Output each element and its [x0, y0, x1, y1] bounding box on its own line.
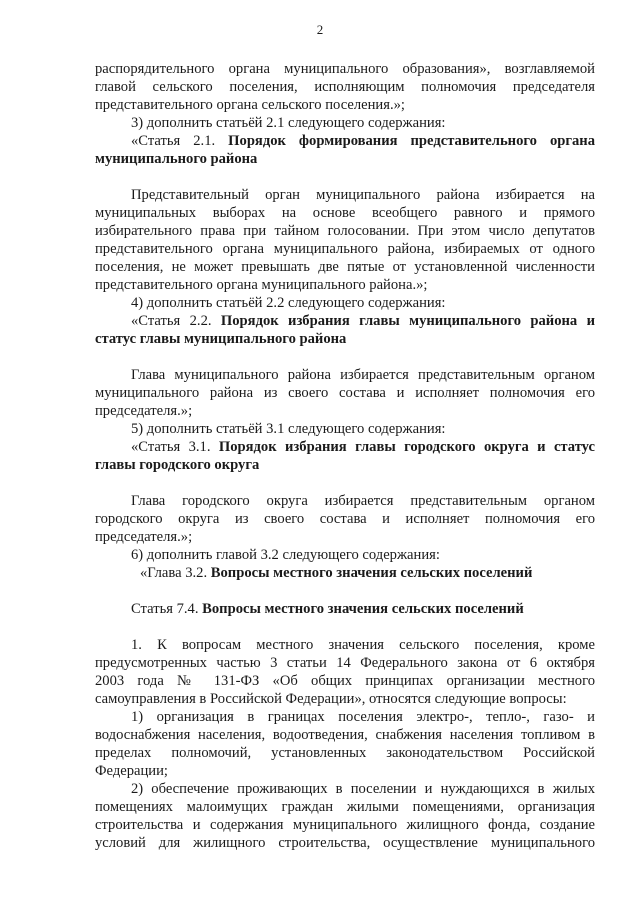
article-title: Порядок формирования представительного органа	[228, 133, 596, 149]
text-line: главой сельского поселения, исполняющим полномочия председателя	[95, 79, 595, 95]
article-number: Статья 7.4.	[131, 601, 199, 617]
chapter-heading	[140, 564, 595, 582]
text-line: председателя.»;	[95, 529, 193, 545]
text-line: 2003 года № 131-ФЗ «Об общих принципах организации местного	[95, 673, 595, 689]
text-line: Глава муниципального района избирается представительным органом	[131, 367, 595, 383]
text-line: 6) дополнить главой 3.2 следующего содержания:	[131, 547, 440, 563]
article-heading	[131, 600, 595, 618]
text-line: городского округа из своего состава и исполняет полномочия его	[95, 511, 595, 527]
text-line: предусмотренных частью 3 статьи 14 Федерального закона от 6 октября	[95, 655, 595, 671]
text-line: Представительный орган муниципального района избирается на	[131, 187, 595, 203]
text-line: 2) обеспечение проживающих в поселении и нуждающихся в жилых	[131, 781, 595, 797]
article-title-cont: главы городского округа	[95, 457, 260, 473]
article-heading	[131, 312, 595, 330]
text-line: строительства и содержания муниципального жилищного фонда, создание	[95, 817, 595, 833]
text-line: председателя.»;	[95, 403, 193, 419]
text-line: Федерации;	[95, 763, 168, 779]
text-line: муниципального района из своего состава и исполняет полномочия его	[95, 385, 595, 401]
article-number: «Статья 2.1.	[131, 133, 216, 149]
article-heading	[131, 438, 595, 456]
text-line: 5) дополнить статьёй 3.1 следующего содержания:	[131, 421, 446, 437]
article-number: «Статья 2.2.	[131, 313, 212, 329]
text-line: представительного органа муниципального района.»;	[95, 277, 428, 293]
text-line: 4) дополнить статьёй 2.2 следующего содержания:	[131, 295, 446, 311]
text-line: 1) организация в границах поселения электро-, тепло-, газо- и	[131, 709, 595, 725]
article-title-cont: муниципального района	[95, 151, 258, 167]
text-line: Глава городского округа избирается представительным органом	[131, 493, 595, 509]
text-line: самоуправления в Российской Федерации», относятся следующие вопросы:	[95, 691, 567, 707]
text-line: поселения, не может превышать две пятые от установленной численности	[95, 259, 595, 275]
text-line: избирательного права при тайном голосовании. При этом число депутатов	[95, 223, 595, 239]
article-title-cont: статус главы муниципального района	[95, 331, 347, 347]
article-heading	[131, 132, 595, 150]
text-line: условий для жилищного строительства, осуществление муниципального	[95, 835, 595, 851]
text-line: представительного органа муниципального района, избираемых от одного	[95, 241, 595, 257]
article-title: Вопросы местного значения сельских поселений	[202, 601, 524, 617]
text-line: распорядительного органа муниципального образования», возглавляемой	[95, 61, 595, 77]
article-title: Порядок избрания главы городского округа и статус	[218, 439, 595, 455]
text-line: 3) дополнить статьёй 2.1 следующего содержания:	[131, 115, 446, 131]
chapter-number: «Глава 3.2.	[140, 565, 208, 581]
article-number: «Статья 3.1.	[131, 439, 211, 455]
text-line: водоснабжения населения, водоотведения, снабжения населения топливом в	[95, 727, 595, 743]
article-title: Порядок избрания главы муниципального района и	[220, 313, 595, 329]
text-line: муниципальных выборах на основе всеобщего равного и прямого	[95, 205, 595, 221]
text-line: 1. К вопросам местного значения сельского поселения, кроме	[131, 637, 595, 653]
text-line: представительного органа сельского поселения.»;	[95, 97, 405, 113]
page-number: 2	[316, 22, 324, 37]
text-line: пределах полномочий, установленных законодательством Российской	[95, 745, 595, 761]
chapter-title: Вопросы местного значения сельских поселений	[210, 565, 533, 581]
text-line: помещениях малоимущих граждан жилыми помещениями, организация	[95, 799, 595, 815]
